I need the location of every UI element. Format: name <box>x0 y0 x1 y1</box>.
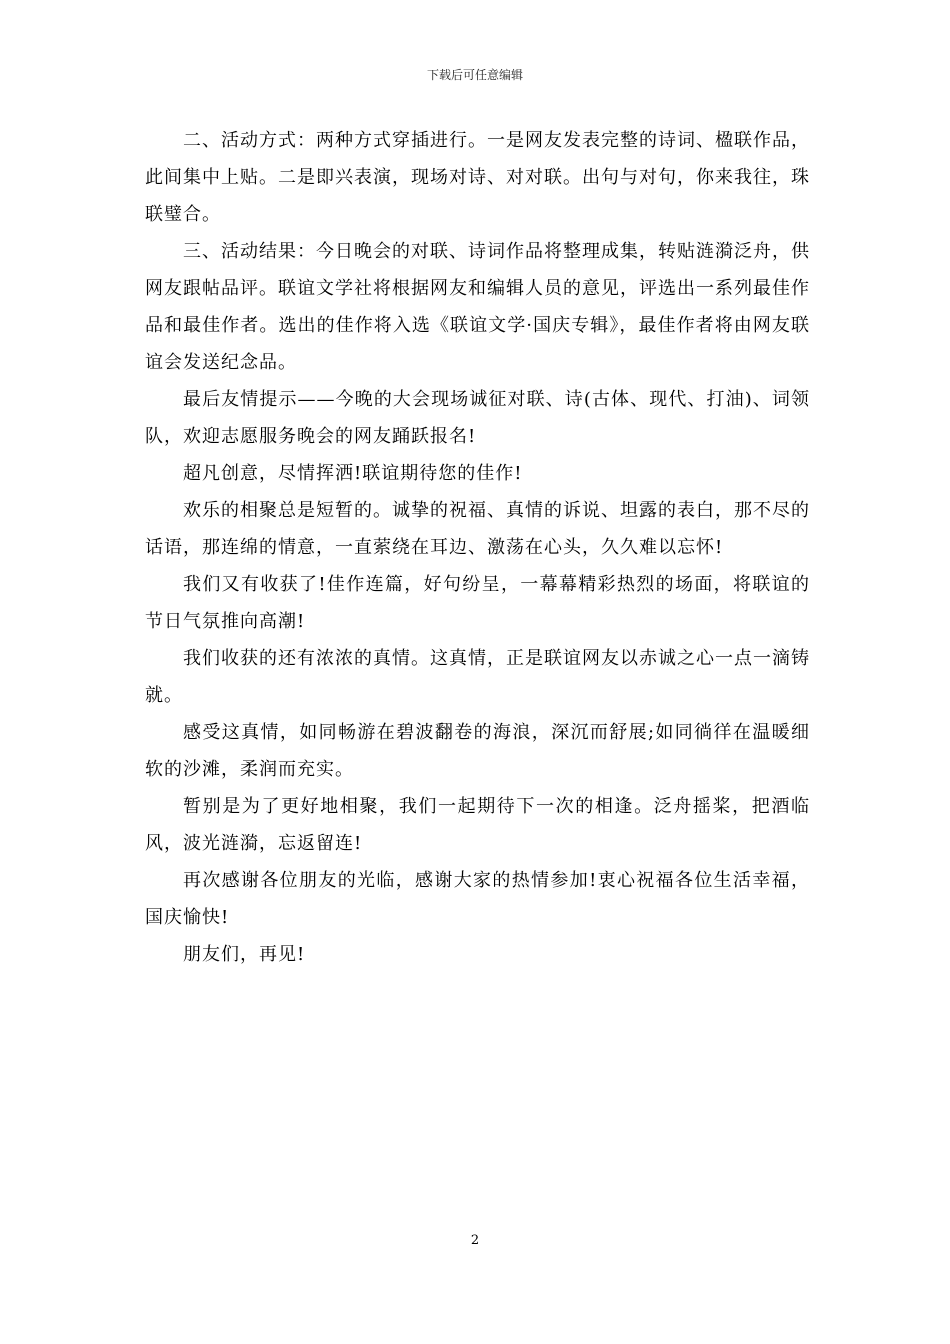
paragraph-activity-result: 三、活动结果：今日晚会的对联、诗词作品将整理成集，转贴涟漪泛舟，供网友跟帖品评。联谊文学社将根据网友和编辑人员的意见，评选出一系列最佳作品和最佳作者。选出的佳作将入选《联谊文学·国庆专辑》，最佳作者将由网友联谊会发送纪念品。 <box>145 241 810 373</box>
paragraph-gathering: 欢乐的相聚总是短暂的。诚挚的祝福、真情的诉说、坦露的表白，那不尽的话语，那连绵的情意，一直萦绕在耳边、激荡在心头，久久难以忘怀! <box>145 500 810 558</box>
paragraph-feel-sincerity: 感受这真情，如同畅游在碧波翻卷的海浪，深沉而舒展;如同徜徉在温暖细软的沙滩，柔润而充实。 <box>145 722 810 780</box>
paragraph-goodbye: 朋友们，再见! <box>183 944 306 965</box>
paragraph-activity-method: 二、活动方式：两种方式穿插进行。一是网友发表完整的诗词、楹联作品，此间集中上贴。二是即兴表演，现场对诗、对对联。出句与对句，你来我往，珠联璧合。 <box>145 130 810 225</box>
page-number: 2 <box>470 1233 480 1248</box>
paragraph-creativity: 超凡创意，尽情挥洒!联谊期待您的佳作! <box>183 463 523 484</box>
page-header: 下载后可任意编辑 <box>426 68 523 82</box>
paragraph-thanks: 再次感谢各位朋友的光临，感谢大家的热情参加!衷心祝福各位生活幸福，国庆愉快! <box>145 870 810 928</box>
document-body <box>145 122 810 973</box>
paragraph-friendly-reminder: 最后友情提示——今晚的大会现场诚征对联、诗(古体、现代、打油)、词领队，欢迎志愿服务晚会的网友踊跃报名! <box>145 389 810 447</box>
paragraph-true-feelings: 我们收获的还有浓浓的真情。这真情，正是联谊网友以赤诚之心一点一滴铸就。 <box>145 648 810 706</box>
paragraph-harvest: 我们又有收获了!佳作连篇，好句纷呈，一幕幕精彩热烈的场面，将联谊的节日气氛推向高潮! <box>145 574 810 632</box>
paragraph-farewell: 暂别是为了更好地相聚，我们一起期待下一次的相逢。泛舟摇桨，把酒临风，波光涟漪，忘返留连! <box>145 796 810 854</box>
